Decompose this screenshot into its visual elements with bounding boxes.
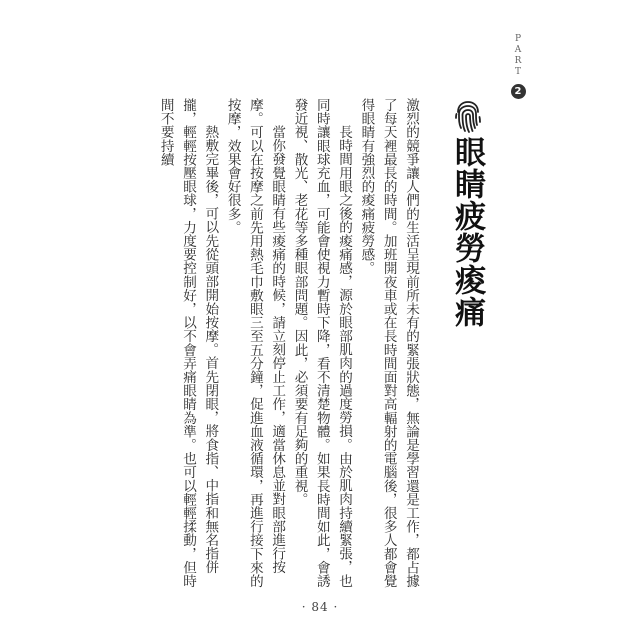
running-head [507, 34, 529, 99]
part-letter: T [514, 67, 521, 77]
part-letter: R [514, 56, 522, 66]
body-text [150, 98, 422, 588]
paragraph: 激烈的競爭讓人們的生活呈現前所未有的緊張狀態，無論是學習還是工作，都占據了每天裡最長的時間。加班開夜車或在長時間面對高輻射的電腦後，很多人都會覺得眼睛有強烈的痠痛疲勞感。 [358, 98, 419, 588]
paragraph: 當你發覺眼睛有些痠痛的時候，請立刻停止工作，適當休息並對眼部進行按摩。可以在按摩之前先用熱毛巾敷眼三至五分鐘，促進血液循環，再進行接下來的按摩，效果會好很多。 [224, 98, 286, 588]
part-number-badge: 2 [511, 84, 526, 99]
chapter-title: 眼睛疲勞痠痛 [449, 136, 485, 328]
part-letter: P [514, 34, 522, 44]
paragraph: 長時間用眼之後的痠痛感，源於眼部肌肉的過度勞損。由於肌肉持續緊張，也同時讓眼球充血，可能會使視力暫時下降，看不清楚物體。如果長時間如此，會誘發近視、散光、老花等多種眼部問題。因此，必須要有足夠的重視。 [291, 98, 353, 588]
part-letter: A [514, 45, 522, 55]
paragraph: 熱敷完畢後，可以先從頭部開始按摩。首先閉眼，將食指、中指和無名指併攏，輕輕按壓眼球，力度要控制好，以不會弄痛眼睛為準。也可以輕輕揉動，但時間不要持續 [157, 98, 219, 588]
page-number: · 84 · [301, 600, 339, 614]
part-label [515, 34, 522, 78]
fingerprint-icon [452, 100, 484, 134]
